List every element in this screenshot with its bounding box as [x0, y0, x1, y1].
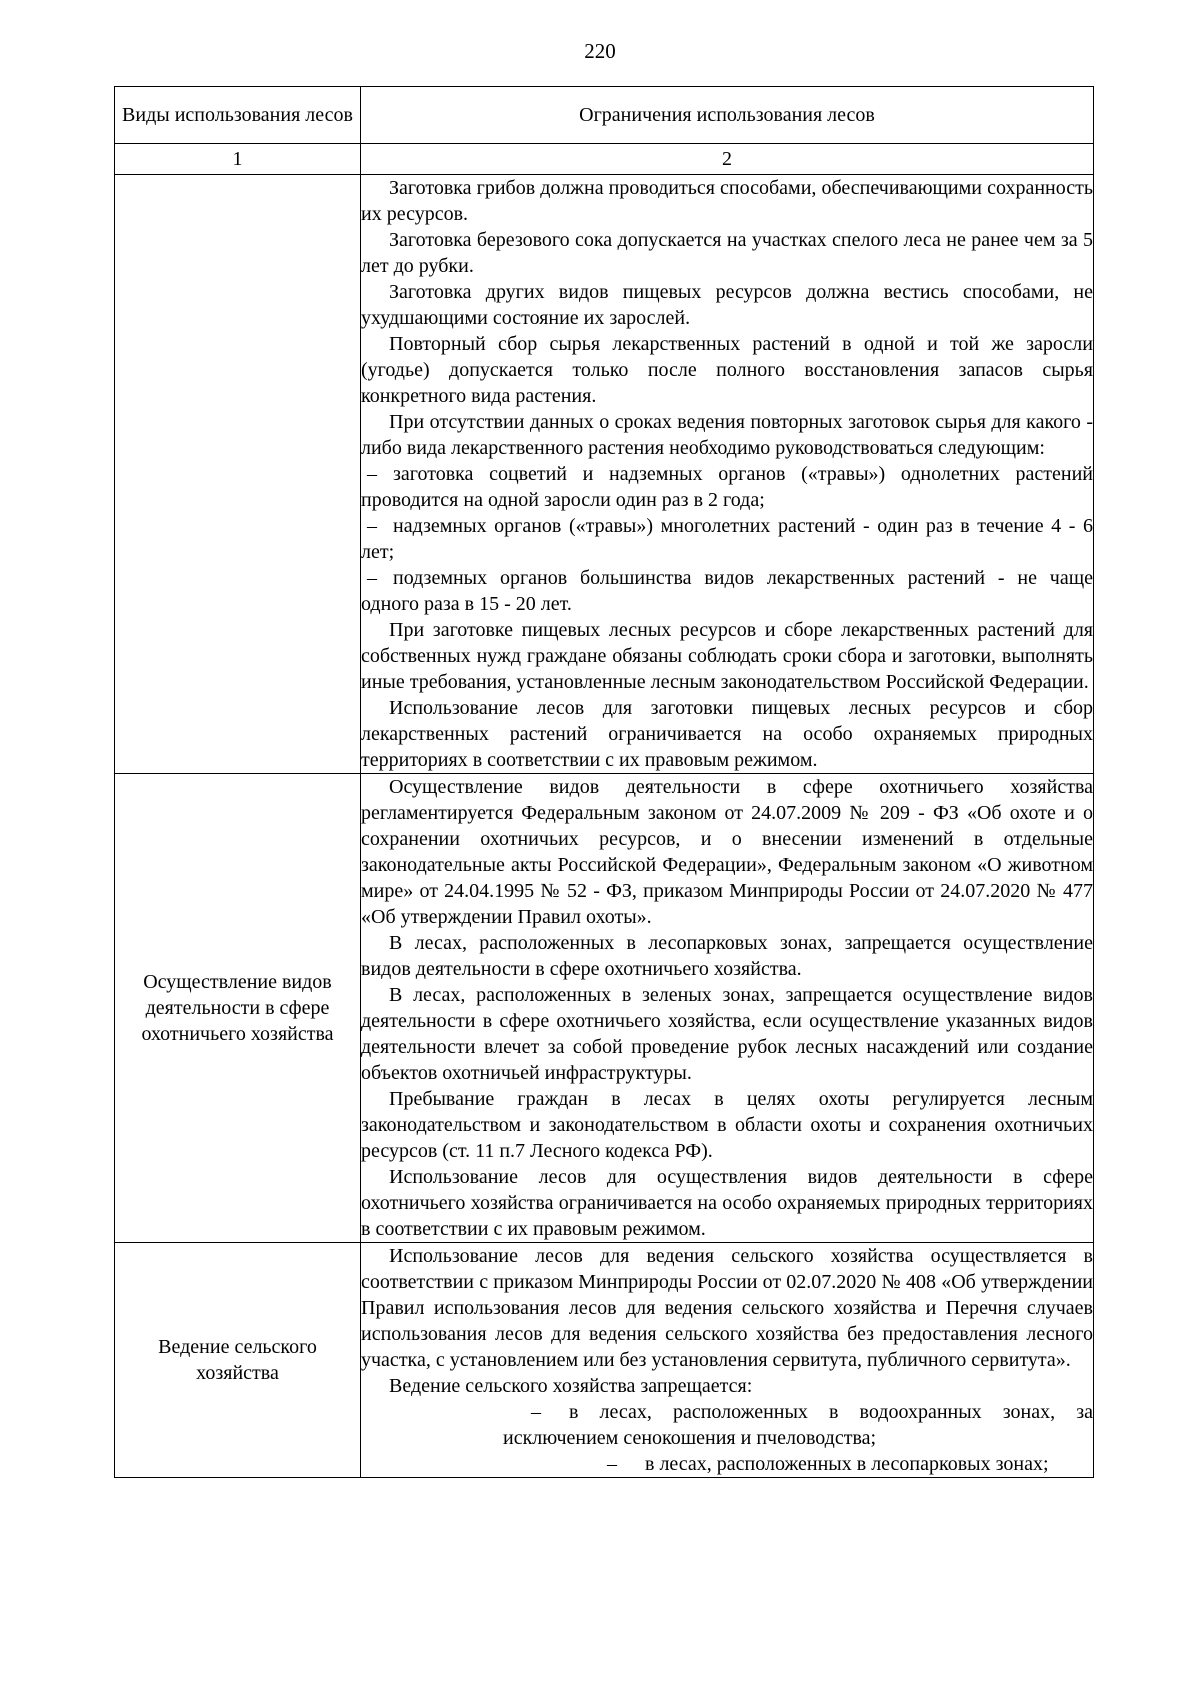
paragraph-text: надземных органов («травы») многолетних растений - один раз в течение 4 - 6 лет; — [361, 515, 1093, 563]
paragraph-text: подземных органов большинства видов лекарственных растений - не чаще одного раза в 15 - 20 лет. — [361, 567, 1093, 615]
dash-bullet: – — [531, 1401, 541, 1423]
paragraph-text: в лесах, расположенных в лесопарковых зонах; — [645, 1453, 1049, 1475]
paragraph-text: При отсутствии данных о сроках ведения повторных заготовок сырья для какого - либо вида лекарственного растения необходимо руководствоваться следующим: — [361, 411, 1093, 459]
restrictions-table — [114, 86, 1094, 1478]
page-number: 220 — [584, 39, 616, 63]
paragraph — [361, 1243, 1093, 1373]
paragraph — [361, 774, 1093, 930]
paragraph — [361, 1373, 1093, 1399]
paragraph — [361, 982, 1093, 1086]
paragraph-text: Использование лесов для осуществления видов деятельности в сфере охотничьего хозяйства ограничивается на особо охраняемых природных территориях в соответствии с их правовым режимом. — [361, 1166, 1093, 1240]
paragraph-text: Заготовка березового сока допускается на участках спелого леса не ранее чем за 5 лет до рубки. — [361, 229, 1093, 277]
table-row — [115, 1243, 1094, 1478]
paragraph — [361, 331, 1093, 409]
row-3-restrictions — [361, 1243, 1094, 1478]
paragraph — [361, 279, 1093, 331]
list-item — [503, 1399, 1093, 1451]
row-2-use-type: Осуществление видов деятельности в сфере охотничьего хозяйства — [115, 774, 361, 1243]
list-item — [361, 513, 1093, 565]
list-item — [361, 565, 1093, 617]
paragraph-text: Заготовка других видов пищевых ресурсов должна вестись способами, не ухудшающими состояние их зарослей. — [361, 281, 1093, 329]
row-2-restrictions — [361, 774, 1094, 1243]
header-col-restrictions: Ограничения использования лесов — [361, 87, 1094, 144]
paragraph-text: Пребывание граждан в лесах в целях охоты регулируется лесным законодательством и законодательством в области охоты и сохранения охотничьих ресурсов (ст. 11 п.7 Лесного кодекса РФ). — [361, 1088, 1093, 1162]
dash-bullet: – — [607, 1453, 617, 1475]
dash-bullet: – — [367, 567, 377, 589]
dash-bullet: – — [367, 515, 377, 537]
row-3-use-type: Ведение сельского хозяйства — [115, 1243, 361, 1478]
dash-bullet: – — [367, 463, 377, 485]
row-1-use-type — [115, 175, 361, 774]
table-row — [115, 774, 1094, 1243]
paragraph — [361, 930, 1093, 982]
paragraph — [361, 1164, 1093, 1242]
paragraph — [361, 1086, 1093, 1164]
paragraph — [361, 175, 1093, 227]
paragraph — [361, 695, 1093, 773]
paragraph-text: Ведение сельского хозяйства запрещается: — [389, 1375, 753, 1397]
paragraph-text: При заготовке пищевых лесных ресурсов и сборе лекарственных растений для собственных нужд граждане обязаны соблюдать сроки сбора и заготовки, выполнять иные требования, установленные лесным законодательством Российской Федерации. — [361, 619, 1093, 693]
paragraph-text: в лесах, расположенных в водоохранных зонах, за исключением сенокошения и пчеловодства; — [503, 1401, 1093, 1449]
paragraph-text: Использование лесов для ведения сельского хозяйства осуществляется в соответствии с приказом Минприроды России от 02.07.2020 № 408 «Об утверждении Правил использования лесов для ведения сельского хозяйства и Перечня случаев использования лесов для ведения сельского хозяйства без предоставления лесного участка, с установлением или без установления сервитута, публичного сервитута». — [361, 1245, 1093, 1371]
paragraph — [361, 409, 1093, 461]
paragraph-text: Использование лесов для заготовки пищевых лесных ресурсов и сбор лекарственных растений ограничивается на особо охраняемых природных территориях в соответствии с их правовым режимом. — [361, 697, 1093, 771]
paragraph-text: Повторный сбор сырья лекарственных растений в одной и той же заросли (угодье) допускается только после полного восстановления запасов сырья конкретного вида растения. — [361, 333, 1093, 407]
table-column-numbers-row — [115, 144, 1094, 175]
paragraph-text: В лесах, расположенных в лесопарковых зонах, запрещается осуществление видов деятельности в сфере охотничьего хозяйства. — [361, 932, 1093, 980]
row-1-restrictions — [361, 175, 1094, 774]
paragraph-text: В лесах, расположенных в зеленых зонах, запрещается осуществление видов деятельности в сфере охотничьего хозяйства, если осуществление указанных видов деятельности влечет за собой проведение рубок лесных насаждений или создание объектов охотничьей инфраструктуры. — [361, 984, 1093, 1084]
paragraph — [361, 617, 1093, 695]
column-number-1: 1 — [115, 144, 361, 175]
paragraph-text: Заготовка грибов должна проводиться способами, обеспечивающими сохранность их ресурсов. — [361, 177, 1093, 225]
table-header-row — [115, 87, 1094, 144]
paragraph-text: Осуществление видов деятельности в сфере охотничьего хозяйства регламентируется Федеральным законом от 24.07.2009 № 209 - ФЗ «Об охоте и о сохранении охотничьих ресурсов, и о внесении изменений в отдельные законодательные акты Российской Федерации», Федеральным законом «О животном мире» от 24.04.1995 № 52 - ФЗ, приказом Минприроды России от 24.07.2020 № 477 «Об утверждении Правил охоты». — [361, 776, 1093, 928]
paragraph-text: заготовка соцветий и надземных органов («травы») однолетних растений проводится на одной заросли один раз в 2 года; — [361, 463, 1093, 511]
list-item — [361, 461, 1093, 513]
list-item — [361, 1451, 1093, 1477]
paragraph — [361, 227, 1093, 279]
header-col-forest-use-types: Виды использования лесов — [115, 87, 361, 144]
table-row — [115, 175, 1094, 774]
column-number-2: 2 — [361, 144, 1094, 175]
